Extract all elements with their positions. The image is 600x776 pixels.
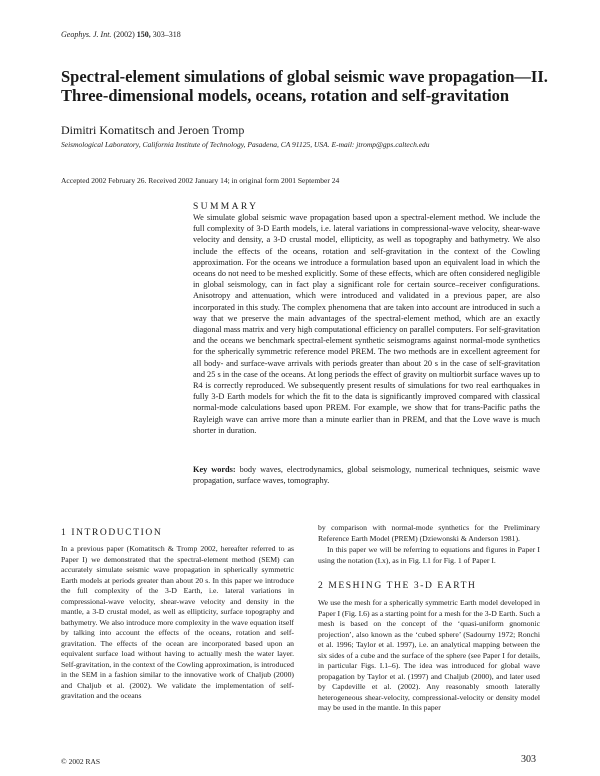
copyright-notice: © 2002 RAS [61, 757, 101, 766]
keywords [193, 464, 540, 486]
paper-title: Spectral-element simulations of global seismic wave propagation—II. Three-dimensional models, oceans, rotation and self-gravitation [61, 67, 548, 105]
journal-volume: 150, [136, 30, 151, 39]
keywords-text: body waves, electrodynamics, global seismology, numerical techniques, seismic wave propagation, surface waves, tomography. [193, 465, 540, 486]
submission-dates: Accepted 2002 February 26. Received 2002 January 14; in original form 2001 September 24 [61, 176, 340, 185]
journal-year: (2002) [113, 30, 135, 39]
keywords-label: Key words: [193, 465, 236, 474]
section-2-heading: 2 MESHING THE 3-D EARTH [318, 581, 477, 591]
journal-pages: 303–318 [152, 30, 181, 39]
affiliation: Seismological Laboratory, California Institute of Technology, Pasadena, CA 91125, USA. E-mail: jtromp@gps.caltech.edu [61, 140, 430, 149]
authors: Dimitri Komatitsch and Jeroen Tromp [61, 123, 245, 137]
column-2-paragraph: In this paper we will be referring to equations and figures in Paper I using the notation (I.x), as in Fig. I.1 for Fig. 1 of Paper I. [318, 545, 540, 565]
journal-name: Geophys. J. Int. [61, 30, 112, 39]
section-1-heading: 1 INTRODUCTION [61, 528, 163, 538]
section-2-body: We use the mesh for a spherically symmetric Earth model developed in Paper I (Fig. I.6) as a starting point for a mesh for the 3-D Earth. Such a mesh is based on the concept of the ‘quasi-uniform gnomonic projection’, also known as the ‘cubed sphere’ (Sadourny 1972; Ronchi et al. 1996; Taylor et al. 1997), i.e. an analytical mapping between the six sides of a cube and the surface of the sphere (see Paper I for details, in particular Figs. I.1–6). The idea was introduced for global wave propagation by Taylor et al. (1997) and Chaljub (2000), and later used by Capdeville et al. (2002). Any reasonably smooth laterally heterogeneous shear-velocity, compressional-velocity or density model may be used in the mantle. In this paper [318, 598, 540, 712]
column-2-continuation: by comparison with normal-mode synthetics for the Preliminary Reference Earth Model (PREM) (Dziewonski & Anderson 1981). [318, 523, 540, 543]
running-header [61, 30, 181, 39]
page-number: 303 [521, 754, 536, 765]
summary-body: We simulate global seismic wave propagation based upon a spectral-element method. We include the full complexity of 3-D Earth models, i.e. lateral variations in compressional-wave velocity, shear-wave velocity and density, a 3-D crustal model, ellipticity, as well as topography and bathymetry. We also include the effects of the oceans, rotation and self-gravitation in the context of the Cowling approximation. For the oceans we introduce a formulation based upon an equivalent load in which the oceans do not need to be meshed explicitly. Some of these effects, which are often considered negligible in global seismology, can in fact play a significant role for certain source–receiver configurations. Anisotropy and attenuation, which were introduced and validated in a previous paper, are also incorporated in this study. The complex phenomena that are taken into account are introduced in such a way that we preserve the main advantages of the spectral-element method, which are an exactly diagonal mass matrix and very high computational efficiency on parallel computers. For self-gravitation and the oceans we benchmark spectral-element synthetic seismograms against normal-mode synthetics for the spherically symmetric reference model PREM. The two methods are in excellent agreement for all body- and surface-wave arrivals with periods greater than about 20 s in the case of self-gravitation and 25 s in the case of the oceans. At long periods the effect of gravity on multiorbit surface waves up to R4 is correctly reproduced. We subsequently present results of simulations for two real earthquakes in fully 3-D Earth models for which the fit to the data is significantly improved compared with classical normal-mode calculations based upon PREM. For example, we show that for trans-Pacific paths the Rayleigh wave can arrive more than a minute earlier than in PREM, and that the Love wave is much shorter in duration. [193, 213, 540, 435]
summary-heading: SUMMARY [193, 202, 259, 212]
section-1-body: In a previous paper (Komatitsch & Tromp 2002, hereafter referred to as Paper I) we demonstrated that the spectral-element method (SEM) can accurately simulate seismic wave propagation in spherically symmetric Earth models at periods greater than about 20 s. In this paper we introduce the full complexity of the 3-D Earth, i.e. lateral variations in compressional-wave velocity, shear-wave velocity and density in the mantle, a 3-D crustal model, as well as ellipticity, surface topography and bathymetry. We also introduce more complexity in the wave equation itself by talking into account the effects of the oceans, rotation and self-gravitation. The effects of the ocean are incorporated based upon an equivalent surface load without having to actually mesh the water layer. Self-gravitation, in the context of the Cowling approximation, is introduced in the SEM in a fashion similar to the innovative work of Chaljub (2000) and Chaljub et al. (2002). We validate the implementation of self-gravitation and the oceans [61, 544, 294, 700]
